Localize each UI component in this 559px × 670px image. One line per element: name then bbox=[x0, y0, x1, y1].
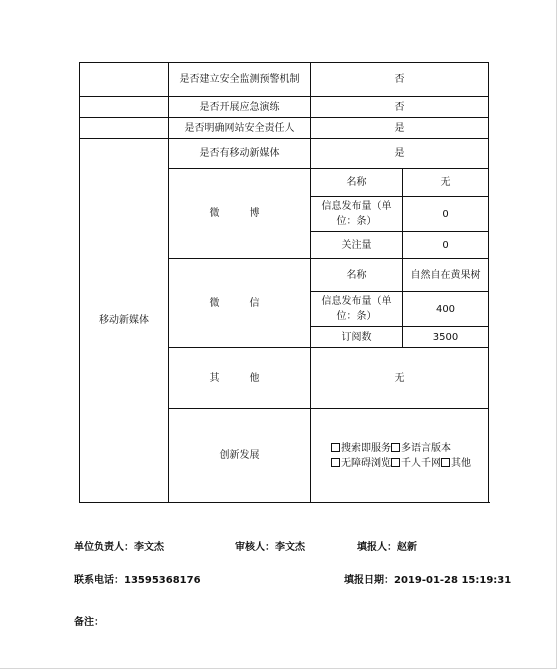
wechat-subscribers-label: 订阅数 bbox=[311, 327, 403, 348]
other-label: 其 他 bbox=[169, 348, 311, 409]
phone-value: 13595368176 bbox=[124, 575, 201, 586]
fill-date bbox=[344, 571, 511, 586]
option-accessibility[interactable]: 无障碍浏览 bbox=[331, 456, 391, 471]
weibo-label: 微 博 bbox=[169, 169, 311, 259]
option-other[interactable]: 其他 bbox=[441, 456, 471, 471]
weibo-name-label: 名称 bbox=[311, 169, 403, 197]
report-table bbox=[79, 62, 489, 503]
weibo-posts-label: 信息发布量（单位：条） bbox=[311, 197, 403, 232]
innovation-section-label: 创新发展 bbox=[169, 409, 311, 503]
unit-head bbox=[74, 538, 164, 553]
weibo-followers-value: 0 bbox=[403, 232, 489, 259]
drill-value: 否 bbox=[311, 97, 489, 118]
checkbox-icon[interactable] bbox=[441, 458, 450, 467]
wechat-posts-label: 信息发布量（单位：条） bbox=[311, 292, 403, 327]
checkbox-icon[interactable] bbox=[391, 458, 400, 467]
table-row bbox=[80, 118, 489, 139]
reviewer-value: 李文杰 bbox=[275, 542, 305, 553]
security-person-label: 是否明确网站安全责任人 bbox=[169, 118, 311, 139]
has-media-label: 是否有移动新媒体 bbox=[169, 139, 311, 169]
wechat-name-value: 自然自在黄果树 bbox=[403, 259, 489, 292]
checkbox-icon[interactable] bbox=[331, 443, 340, 452]
checkbox-icon[interactable] bbox=[331, 458, 340, 467]
option-personalized[interactable]: 千人千网 bbox=[391, 456, 441, 471]
phone bbox=[74, 571, 201, 586]
phone-label: 联系电话： bbox=[74, 575, 124, 586]
weibo-posts-value: 0 bbox=[403, 197, 489, 232]
reviewer bbox=[235, 538, 305, 553]
new-media-section-label: 移动新媒体 bbox=[80, 139, 169, 503]
date-label: 填报日期： bbox=[344, 575, 394, 586]
filler bbox=[357, 538, 417, 553]
blank-cell bbox=[80, 63, 169, 97]
weibo-name-value: 无 bbox=[403, 169, 489, 197]
table-row bbox=[80, 63, 489, 97]
blank-cell bbox=[80, 97, 169, 118]
remark bbox=[74, 613, 104, 628]
filler-value: 赵新 bbox=[397, 542, 417, 553]
innovation-options bbox=[311, 409, 489, 503]
wechat-name-label: 名称 bbox=[311, 259, 403, 292]
wechat-posts-value: 400 bbox=[403, 292, 489, 327]
monitoring-label: 是否建立安全监测预警机制 bbox=[169, 63, 311, 97]
option-search-as-service[interactable]: 搜索即服务 bbox=[331, 441, 391, 456]
blank-cell bbox=[80, 118, 169, 139]
date-value: 2019-01-28 15:19:31 bbox=[394, 575, 512, 586]
table-row bbox=[80, 97, 489, 118]
weibo-followers-label: 关注量 bbox=[311, 232, 403, 259]
has-media-value: 是 bbox=[311, 139, 489, 169]
security-person-value: 是 bbox=[311, 118, 489, 139]
filler-label: 填报人： bbox=[357, 542, 397, 553]
other-value: 无 bbox=[311, 348, 489, 409]
unit-head-value: 李文杰 bbox=[134, 542, 164, 553]
wechat-label: 微 信 bbox=[169, 259, 311, 348]
option-multilingual[interactable]: 多语言版本 bbox=[391, 441, 451, 456]
unit-head-label: 单位负责人： bbox=[74, 542, 134, 553]
remark-label: 备注： bbox=[74, 617, 104, 628]
monitoring-value: 否 bbox=[311, 63, 489, 97]
checkbox-icon[interactable] bbox=[391, 443, 400, 452]
table-row bbox=[80, 139, 489, 169]
drill-label: 是否开展应急演练 bbox=[169, 97, 311, 118]
reviewer-label: 审核人： bbox=[235, 542, 275, 553]
wechat-subscribers-value: 3500 bbox=[403, 327, 489, 348]
